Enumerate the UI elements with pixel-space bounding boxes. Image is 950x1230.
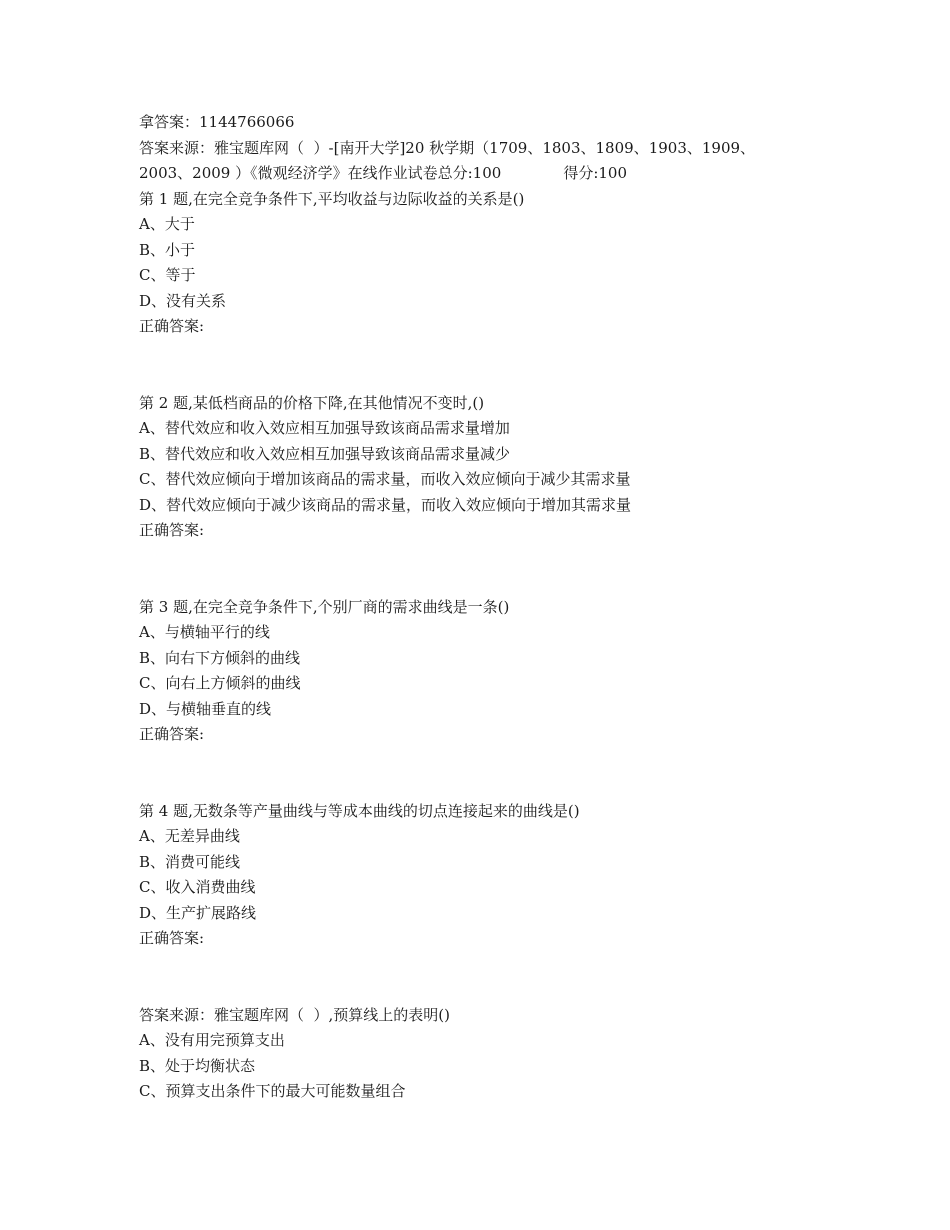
option-d: D、没有关系 <box>139 291 227 310</box>
option-a: A、没有用完预算支出 <box>139 1031 285 1049</box>
option-c: C、等于 <box>139 266 196 284</box>
document-body <box>139 110 819 1105</box>
question-5 <box>139 1003 819 1105</box>
option-a: A、无差异曲线 <box>139 827 240 845</box>
answer-label: 正确答案: <box>139 725 205 743</box>
question-2 <box>139 391 819 544</box>
question-4 <box>139 799 819 952</box>
question-stem: 第 3 题,在完全竞争条件下,个别厂商的需求曲线是一条() <box>139 597 510 616</box>
option-b: B、向右下方倾斜的曲线 <box>139 648 301 667</box>
answer-label: 正确答案: <box>139 317 205 335</box>
option-a: A、替代效应和收入效应相互加强导致该商品需求量增加 <box>139 419 510 437</box>
option-c: C、收入消费曲线 <box>139 878 256 896</box>
question-3 <box>139 595 819 748</box>
answer-label: 正确答案: <box>139 521 205 539</box>
earned-score-text: 得分:100 <box>563 164 627 182</box>
question-stem: 答案来源：雅宝题库网（ ）,预算线上的表明() <box>139 1005 451 1024</box>
source-line-2 <box>139 161 819 187</box>
option-d: D、与横轴垂直的线 <box>139 699 272 718</box>
question-1 <box>139 187 819 340</box>
total-score-text: 2003、2009 ）《微观经济学》在线作业试卷总分:100 <box>139 164 502 182</box>
option-c: C、替代效应倾向于增加该商品的需求量，而收入效应倾向于减少其需求量 <box>139 470 631 488</box>
option-b: B、处于均衡状态 <box>139 1056 256 1075</box>
question-stem: 第 2 题,某低档商品的价格下降,在其他情况不变时,() <box>139 393 485 412</box>
option-a: A、大于 <box>139 215 195 233</box>
contact-line: 拿答案：1144766066 <box>139 113 295 131</box>
option-c: C、向右上方倾斜的曲线 <box>139 674 301 692</box>
option-a: A、与横轴平行的线 <box>139 623 270 641</box>
answer-label: 正确答案: <box>139 929 205 947</box>
question-stem: 第 1 题,在完全竞争条件下,平均收益与边际收益的关系是() <box>139 189 525 208</box>
option-b: B、消费可能线 <box>139 852 241 871</box>
source-line-1: 答案来源：雅宝题库网（ ）-[南开大学]20 秋学期（1709、1803、1809、1903、1909、 <box>139 138 756 157</box>
option-d: D、生产扩展路线 <box>139 903 257 922</box>
question-stem: 第 4 题,无数条等产量曲线与等成本曲线的切点连接起来的曲线是() <box>139 801 580 820</box>
option-b: B、小于 <box>139 240 196 259</box>
option-b: B、替代效应和收入效应相互加强导致该商品需求量减少 <box>139 444 511 463</box>
option-d: D、替代效应倾向于减少该商品的需求量，而收入效应倾向于增加其需求量 <box>139 495 632 514</box>
option-c: C、预算支出条件下的最大可能数量组合 <box>139 1082 406 1100</box>
